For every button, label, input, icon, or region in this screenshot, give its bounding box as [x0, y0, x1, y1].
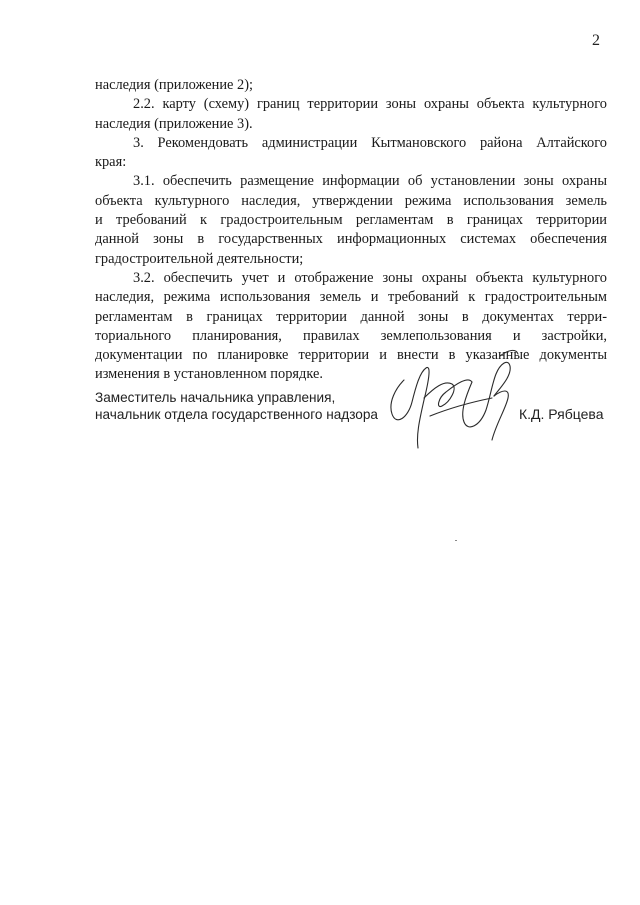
paragraph-line: края:: [95, 154, 127, 171]
paragraph-line: ториального планирования, правилах землепользования и застройки,: [95, 327, 607, 344]
signatory-position: [95, 390, 378, 423]
paragraph-line: 3.1. обеспечить размещение информации об установлении зоны охраны: [133, 173, 607, 190]
paragraph-line: наследия, режима использования земель и требований к градостроительным: [95, 289, 607, 306]
paragraph-line: регламентам в границах территории данной зоны в документах терри-: [95, 308, 607, 325]
page-number: 2: [592, 32, 600, 49]
paragraph-line: документации по планировке территории и внести в указанные документы: [95, 347, 607, 364]
paragraph-line: наследия (приложение 2);: [95, 77, 254, 93]
paragraph-line: данной зоны в государственных информационных системах обеспечения: [95, 231, 607, 248]
paragraph-line: объекта культурного наследия, утверждении режима использования земель: [95, 192, 607, 209]
signatory-position-line1: Заместитель начальника управления,: [95, 390, 336, 405]
paragraph-line: 3.2. обеспечить учет и отображение зоны охраны объекта культурного: [133, 269, 607, 286]
scan-artifact: [455, 540, 457, 541]
signer-name: К.Д. Рябцева: [519, 406, 604, 422]
paragraph-line: 3. Рекомендовать администрации Кытмановского района Алтайского: [133, 134, 607, 151]
paragraph-line: и требований к градостроительным регламентам в границах территории: [95, 212, 607, 229]
paragraph-line: градостроительной деятельности;: [95, 250, 304, 267]
signatory-position-line2: начальник отдела государственного надзора: [95, 406, 378, 422]
paragraph-line: 2.2. карту (схему) границ территории зоны охраны объекта культурного: [133, 96, 607, 113]
paragraph-line: изменения в установленном порядке.: [95, 366, 323, 383]
handwritten-signature: [368, 336, 538, 456]
paragraph-line: наследия (приложение 3).: [95, 115, 253, 132]
